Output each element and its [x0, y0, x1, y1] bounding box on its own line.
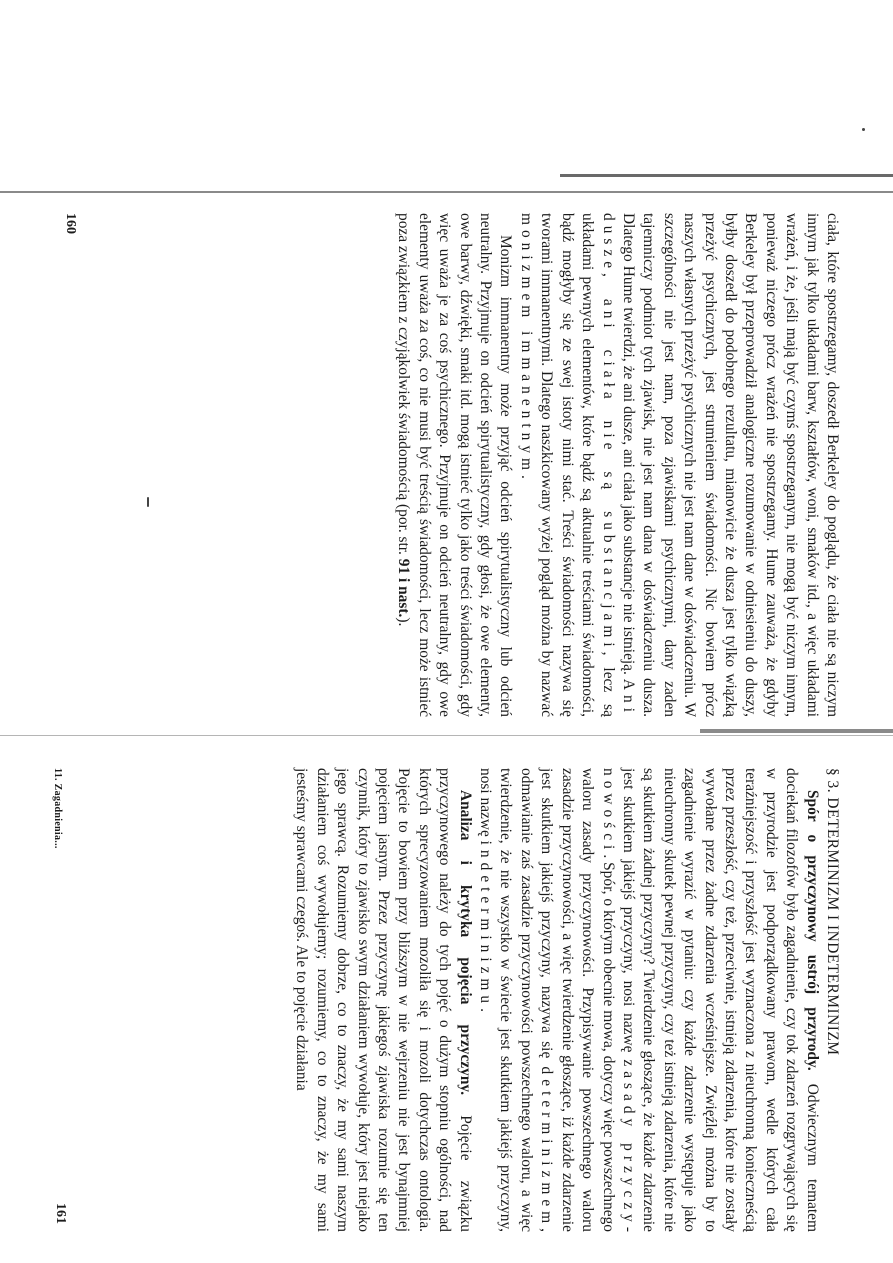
spaced-term: determinizmem	[538, 1066, 556, 1229]
section-heading: § 3. DETERMINIZM I INDETERMINIZM	[824, 768, 841, 1056]
page-number: 161	[53, 1203, 68, 1224]
page-edge-rule	[0, 191, 893, 193]
text-run: .	[517, 475, 535, 479]
spaced-term: monizmem immanentnym	[517, 213, 535, 475]
signature-mark: 11. Zagadnienia...	[52, 768, 63, 849]
paragraph	[291, 768, 475, 1232]
scan-speck	[862, 128, 865, 131]
bold-run: Analiza i krytyka pojęcia przyczyny.	[456, 790, 474, 1096]
page-161-body	[291, 750, 850, 1250]
text-run: , odmawianie zaś zasadzie przyczynowości powszechnego waloru, a więc twierdzenie, że nie wszystko w świecie jest skutkiem jakiejś przyczyny, nosi nazwę	[477, 768, 556, 1232]
gutter-rule	[0, 735, 893, 736]
text-run: , lecz są układami pewnych elementów, które bądź są aktualnie treściami świadomości, bądź mogłyby się ze swej istoty nimi stać. Treści świadomości nazywa się tworami immanentnymi. Dlatego naszkicowany wyżej pogląd można by nazwać	[538, 213, 617, 717]
page-160-body	[393, 195, 850, 735]
paragraph	[393, 213, 515, 717]
paragraph	[475, 768, 822, 1232]
page-160	[40, 195, 850, 735]
page-161	[40, 750, 850, 1250]
bold-run: 91 i nast.	[395, 558, 413, 618]
spaced-term: indeterminizmu	[477, 840, 495, 1009]
page-edge-shadow	[560, 174, 893, 177]
bold-run: Spór o przyczynowy ustrój przyrody.	[803, 790, 821, 1071]
text-run: Monizm immanentny może przyjąć odcień spirytualistyczny lub odcień neutralny. Przyjmuje on odcień spirytualistyczny, gdy głosi, że owe elementy, owe barwy, dźwięki, smaki itd. mogą istnieć tylko jako treści świadomości, gdy więc uważa je za coś psychicznego. Przyjmuje on odcień neutralny, gdy owe elementy uważa za coś, co nie musi być treścią świadomości, lecz może istnieć poza związkiem z czyjąkolwiek świadomością (por. str.	[395, 213, 515, 717]
text-run: Odwiecznym tematem dociekań filozofów było zagadnienie, czy tok zdarzeń rozgrywających się w przyrodzie jest podporządkowany prawom, wedle których cała teraźniejszość i przyszłość jest wyznaczona z nieuchronną konieczneścią przez przeszłość, czy też, przeciwnie, istnieją zdarzenia, które nie zostały wywołane przez żadne zdarzenia wcześniejsze. Zwięźlej można by to zagadnienie wyrazić w pytaniu: czy każde zdarzenie występuje jako nieuchronny skutek pewnej przyczyny, czy też istnieją zdarzenia, które nie są skutkiem żadnej przyczyny? Twierdzenie głoszące, że każde zdarzenie jest skutkiem jakiejś przyczyny, nosi nazwę	[619, 768, 821, 1232]
paragraph	[516, 213, 843, 717]
text-run: ciała, które spostrzegamy, doszedł Berkeley do poglądu, że ciała nie są niczym innym jak tylko układami barw, kształtów, woni, smaków itd., a więc układami wrażeń, i że, jeśli mają być czymś spostrzeganym, nie mogą być niczym innym, ponieważ niczego prócz wrażeń nie spostrzegamy. Hume zauważa, że gdyby Berkeley był przeprowadził analogiczne rozumowanie w odniesieniu do duszy, byłby doszedł do podobnego rezultatu, mianowicie że dusza jest tylko wiązką przeżyć psychicznych, jest strumieniem świadomości. Nic bowiem prócz naszych własnych przeżyć psychicznych nie jest nam dane w doświadczeniu. W szczególności nie jest nam, poza zjawiskami psychicznymi, dany zaden tajemniczy podmiot tych zjawisk, nie jest nam dana w doświadczeniu dusza. Dlatego Hume twierdzi, że ani dusze, ani ciała jako substancje nie istnieją.	[619, 213, 841, 717]
spaced-term: Ani dusze, ani ciała nie są substancjami	[599, 213, 637, 717]
text-run: .	[477, 1008, 495, 1012]
page-number: 160	[63, 213, 78, 234]
text-run: ).	[395, 617, 413, 627]
text-run: . Spór, o którym obecnie mowa, dotyczy więc powszechnego waloru zasady przyczynowości. Przypisywanie powszechnego waloru zasadzie przyczynowości, a więc twierdzenie głoszące, iż każde zdarzenie jest skutkiem jakiejś przyczyny, nazywa się	[538, 768, 617, 1232]
text-run: Pojęcie związku przyczynowego należy do tych pojęć o dużym stopniu ogólności, nad których sprecyzowaniem mozoliła się i mozoli dotychczas ontologia. Pojęcie to bowiem przy bliższym w nie wejrzeniu nie jest bynajmniej pojęciem jasnym. Przez przyczynę jakiegoś zjawiska rozumie się ten czynnik, który to zjawisko swym działaniem wywołuje, który jest niejako jego sprawcą. Rozumiemy dobrze, co to znaczy, że my sami naszym działaniem coś wywołujemy; rozumiemy, co to znaczy, że my sami jesteśmy sprawcami czegoś. Ale to pojęcie działania	[293, 768, 474, 1232]
spaced-term: zasady przyczynowości	[599, 768, 637, 1232]
